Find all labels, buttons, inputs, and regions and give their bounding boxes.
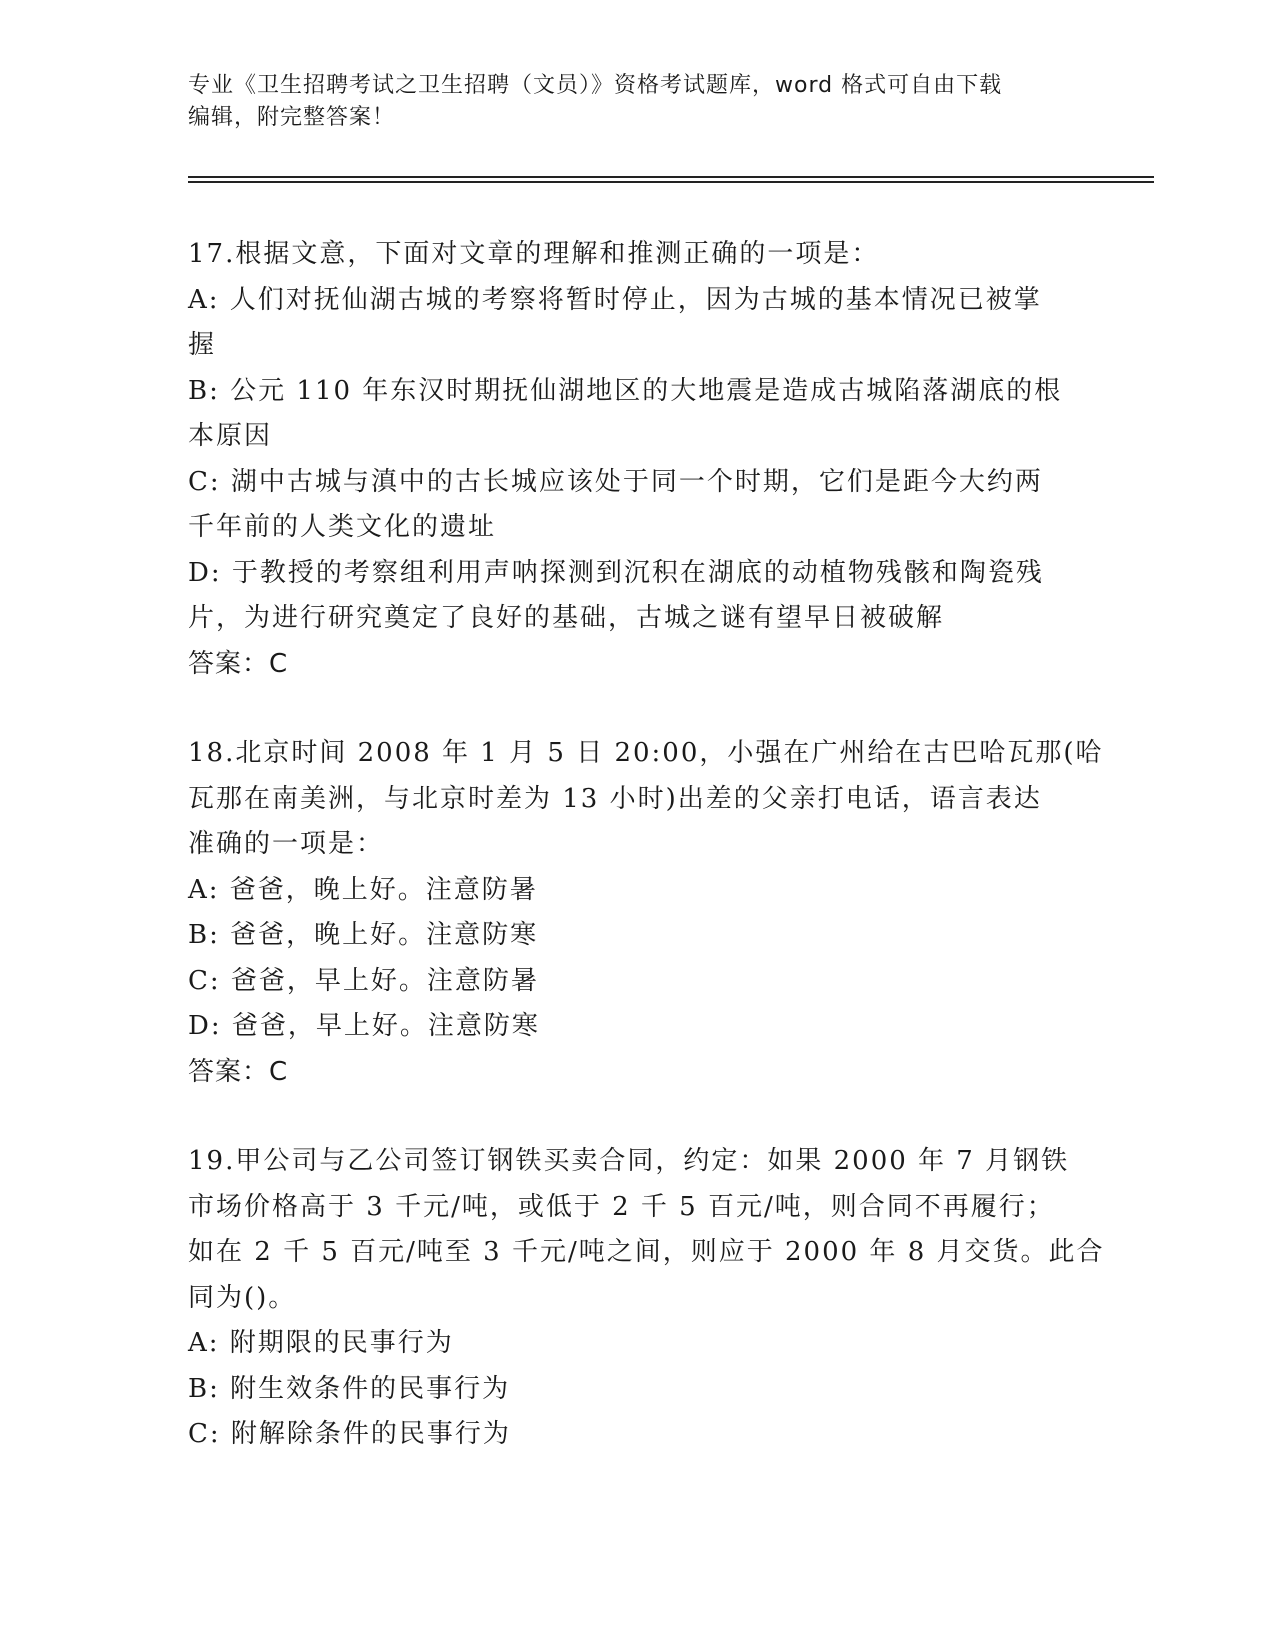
header-line-1: 专业《卫生招聘考试之卫生招聘（文员）》资格考试题库，word 格式可自由下载 [188, 73, 1003, 98]
question-19 [188, 1139, 1105, 1458]
option-b [188, 369, 1088, 460]
question-spacer [188, 687, 1088, 731]
option-line: A: 人们对抚仙湖古城的考察将暂时停止，因为古城的基本情况已被掌 [188, 284, 1042, 315]
option-line: 片，为进行研究奠定了良好的基础，古城之谜有望早日被破解 [188, 603, 945, 633]
question-stem-line: 如在 2 千 5 百元/吨至 3 千元/吨之间，则应于 2000 年 8 月交货。此合 [188, 1237, 1105, 1267]
option-d [188, 551, 1088, 642]
document-header [188, 70, 1088, 134]
option-c: C: 爸爸，早上好。注意防暑 [188, 965, 539, 996]
option-c: C: 附解除条件的民事行为 [188, 1419, 511, 1449]
header-line-2: 编辑，附完整答案！ [188, 105, 396, 130]
option-line: C: 湖中古城与滇中的古长城应该处于同一个时期，它们是距今大约两 [188, 466, 1043, 497]
question-list [188, 232, 1105, 1458]
option-line: 握 [188, 330, 217, 360]
option-line: 本原因 [188, 421, 273, 451]
question-stem-line: 瓦那在南美洲，与北京时差为 13 小时)出差的父亲打电话，语言表达 [188, 783, 1042, 814]
question-stem-line: 19.甲公司与乙公司签订钢铁买卖合同，约定：如果 2000 年 7 月钢铁 [188, 1146, 1070, 1176]
question-stem-line: 同为()。 [188, 1282, 297, 1313]
question-17 [188, 232, 1088, 687]
question-stem-line: 18.北京时间 2008 年 1 月 5 日 20:00，小强在广州给在古巴哈瓦那(哈 [188, 738, 1104, 768]
header-divider-top [188, 176, 1154, 178]
option-b: B: 爸爸，晚上好。注意防寒 [188, 920, 539, 950]
answer-label: 答案：C [188, 1056, 289, 1087]
header-divider-bottom [188, 181, 1154, 183]
answer-label: 答案：C [188, 648, 289, 679]
option-a: A: 附期限的民事行为 [188, 1328, 454, 1358]
option-a: A: 爸爸，晚上好。注意防暑 [188, 874, 538, 905]
option-line: B: 公元 110 年东汉时期抚仙湖地区的大地震是造成古城陷落湖底的根 [188, 375, 1063, 406]
question-spacer [188, 1095, 1088, 1139]
option-line: D: 于教授的考察组利用声呐探测到沉积在湖底的动植物残骸和陶瓷残 [188, 557, 1044, 588]
option-c [188, 460, 1088, 551]
option-line: 千年前的人类文化的遗址 [188, 512, 497, 542]
option-a [188, 278, 1088, 369]
option-b: B: 附生效条件的民事行为 [188, 1373, 511, 1404]
question-18 [188, 731, 1104, 1095]
option-d: D: 爸爸，早上好。注意防寒 [188, 1011, 540, 1041]
question-stem-line: 市场价格高于 3 千元/吨，或低于 2 千 5 百元/吨，则合同不再履行； [188, 1191, 1055, 1222]
question-stem-line: 准确的一项是： [188, 829, 385, 859]
question-stem-line: 17.根据文意，下面对文章的理解和推测正确的一项是： [188, 239, 880, 269]
